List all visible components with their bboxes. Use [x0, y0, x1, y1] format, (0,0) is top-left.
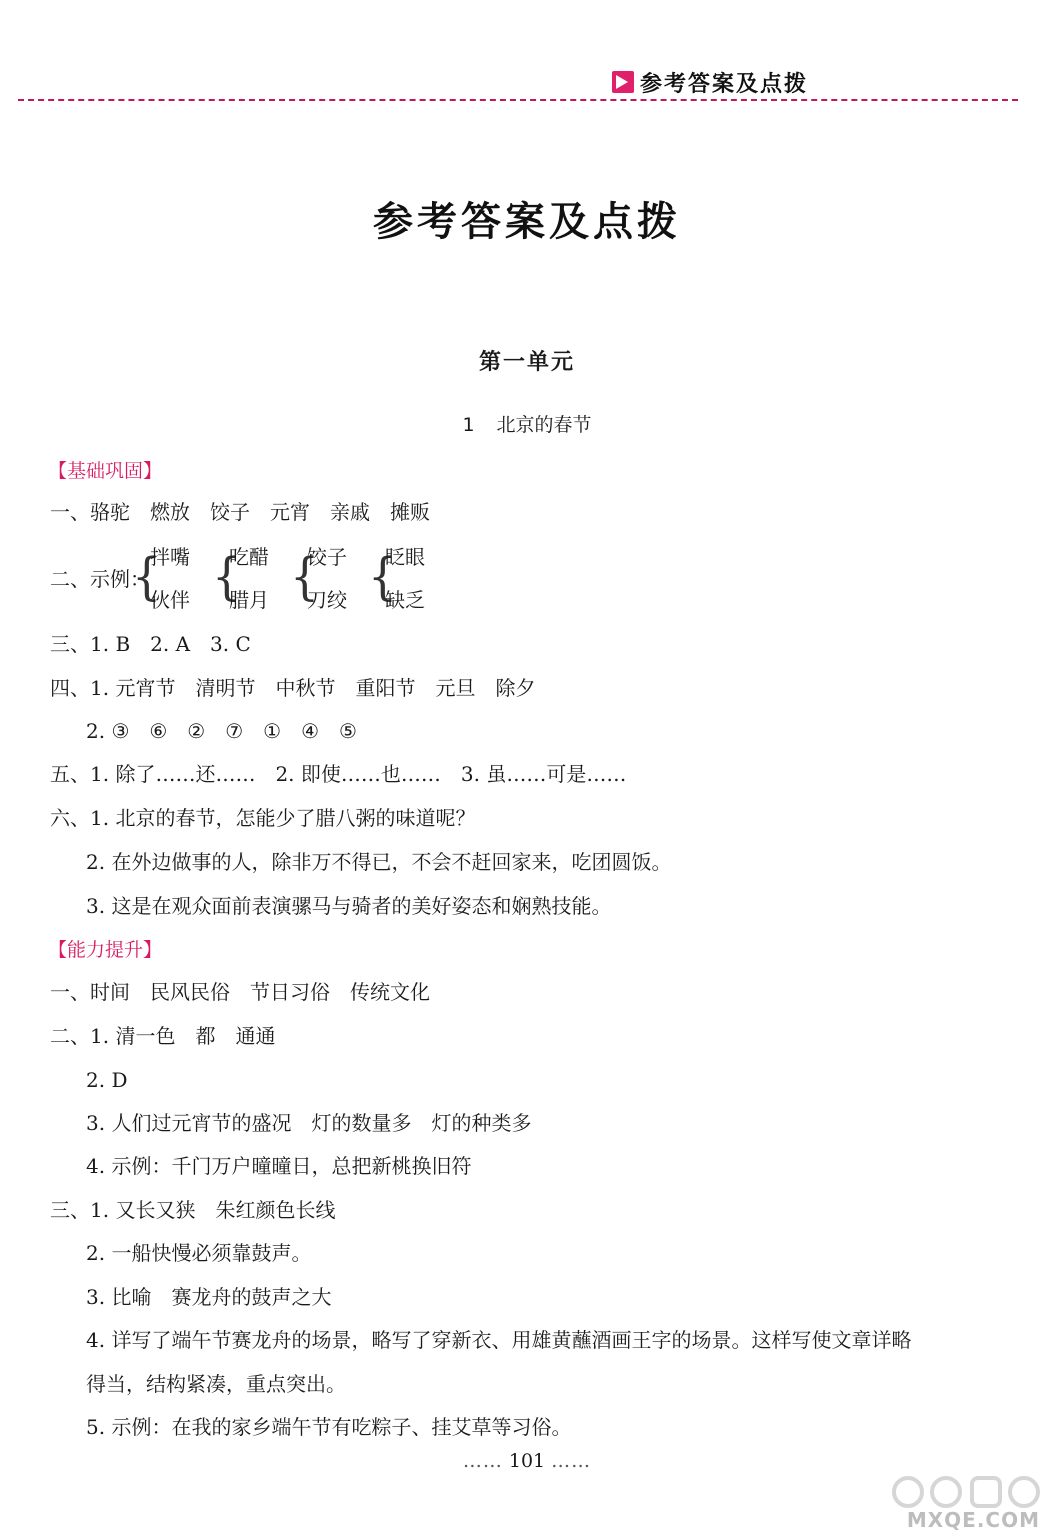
answer-line: 3. 这是在观众面前表演骡马与骑者的美好姿态和娴熟技能。	[86, 894, 612, 918]
word-pair-bottom: 腊月	[229, 588, 269, 612]
brace-icon: {	[212, 546, 242, 606]
answer-line: 3. 比喻 赛龙舟的鼓声之大	[86, 1285, 332, 1309]
page-title: 参考答案及点拨	[373, 199, 681, 245]
word-pair-top: 饺子	[307, 545, 347, 569]
brace-icon: {	[132, 546, 162, 606]
header-divider	[18, 99, 1018, 101]
page-dots-left: ……	[462, 1450, 503, 1472]
page-number-value: 101	[508, 1450, 546, 1472]
answer-line: 2. 一船快慢必须靠鼓声。	[86, 1241, 312, 1265]
answer-line: 2. D	[86, 1068, 128, 1092]
brace-icon: {	[290, 546, 320, 606]
answer-line: 2. 在外边做事的人，除非万不得已，不会不赶回家来，吃团圆饭。	[86, 850, 672, 874]
answer-line: 六、1. 北京的春节，怎能少了腊八粥的味道呢？	[50, 806, 476, 830]
lesson-number: 1	[462, 414, 475, 436]
page-dots-right: ……	[551, 1450, 592, 1472]
word-pair-bottom: 伙伴	[150, 588, 190, 612]
unit-title: 第一单元	[478, 350, 575, 375]
running-header-title: 参考答案及点拨	[640, 71, 809, 97]
answer-line: 2. ③ ⑥ ② ⑦ ① ④ ⑤	[86, 719, 357, 743]
word-pair-top: 吃醋	[229, 545, 269, 569]
word-pair-top: 拌嘴	[150, 545, 190, 569]
word-pair-top: 眨眼	[385, 545, 425, 569]
watermark-text: MXQE.COM	[906, 1508, 1040, 1532]
answer-line: 二、示例：	[50, 567, 150, 591]
answer-line: 二、1. 清一色 都 通通	[50, 1024, 276, 1048]
answer-line: 三、1. 又长又狭 朱红颜色长线	[50, 1198, 336, 1222]
answer-line: 4. 示例：千门万户曈曈日，总把新桃换旧符	[86, 1154, 472, 1178]
answer-line: 三、1. B 2. A 3. C	[50, 632, 251, 656]
answer-line: 5. 示例：在我的家乡端午节有吃粽子、挂艾草等习俗。	[86, 1415, 572, 1439]
page-number	[0, 1450, 1054, 1472]
running-header	[612, 66, 808, 98]
arrow-right-icon	[612, 71, 634, 93]
answer-line: 五、1. 除了……还…… 2. 即使……也…… 3. 虽……可是……	[50, 762, 627, 786]
section-basic-label: 【基础巩固】	[48, 460, 163, 482]
answer-line: 4. 详写了端午节赛龙舟的场景，略写了穿新衣、用雄黄蘸酒画王字的场景。这样写使文章详略	[86, 1328, 912, 1352]
brace-icon: {	[368, 546, 398, 606]
section-ability-label: 【能力提升】	[48, 939, 163, 961]
word-pair-bottom: 缺乏	[385, 588, 425, 612]
answer-line: 一、时间 民风民俗 节日习俗 传统文化	[50, 980, 430, 1004]
answer-line: 四、1. 元宵节 清明节 中秋节 重阳节 元旦 除夕	[50, 676, 536, 700]
lesson-name: 北京的春节	[496, 414, 592, 436]
answer-line: 一、骆驼 燃放 饺子 元宵 亲戚 摊贩	[50, 500, 430, 524]
lesson-title	[0, 410, 1054, 437]
word-pair-bottom: 刀绞	[307, 588, 347, 612]
answer-line: 3. 人们过元宵节的盛况 灯的数量多 灯的种类多	[86, 1111, 532, 1135]
answer-line: 得当，结构紧凑，重点突出。	[86, 1372, 346, 1396]
